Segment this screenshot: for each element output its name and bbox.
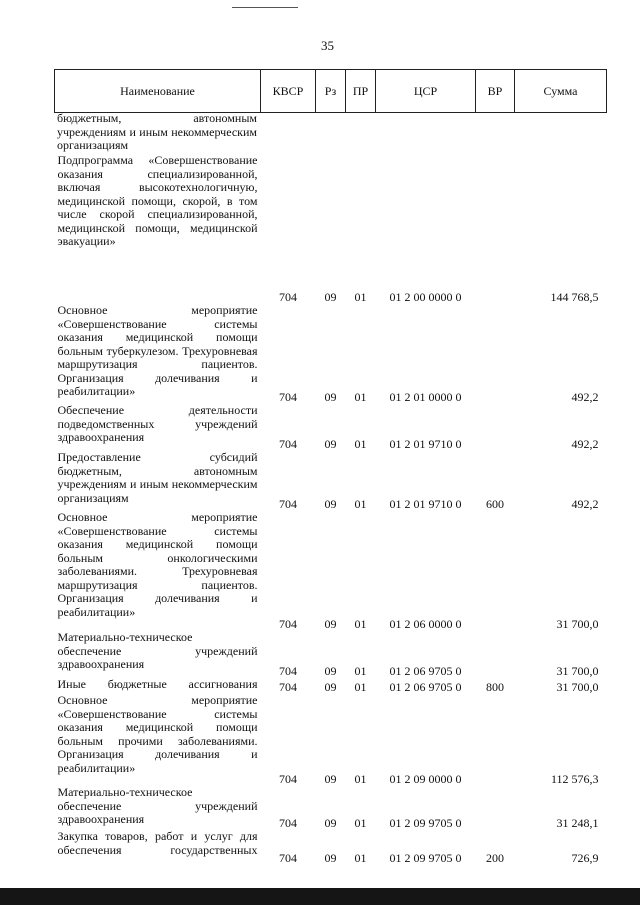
cell-csr: 01 2 06 0000 0 (389, 616, 462, 631)
cell-pr: 01 (354, 436, 367, 451)
table-row (55, 830, 607, 865)
cell-rz: 09 (324, 389, 337, 404)
cell-pr: 01 (354, 289, 367, 304)
cell-name: Основное мероприятие «Совершенствование системы оказания медицинской помощи больным прочими заболеваниями. Организация долечивания и реабилитации» (57, 693, 258, 775)
cell-rz: 09 (324, 815, 337, 830)
cell-sum: 112 576,3 (550, 771, 599, 786)
cell-sum: 31 700,0 (556, 616, 599, 631)
cell-sum: 492,2 (571, 496, 599, 511)
cell-pr: 01 (354, 616, 367, 631)
cell-kvsr: 704 (279, 679, 297, 694)
continuation-text: бюджетным, автономным учреждениям и иным некоммерческим организациям (57, 111, 257, 152)
cell-rz: 09 (324, 496, 337, 511)
cell-name: Закупка товаров, работ и услуг для обеспечения государственных (57, 829, 258, 857)
top-rule (232, 7, 298, 8)
table-row (55, 786, 607, 830)
header-pr: ПР (346, 70, 376, 113)
cell-rz: 09 (324, 679, 337, 694)
scan-bottom-edge (0, 888, 640, 905)
cell-pr: 01 (354, 663, 367, 678)
cell-csr: 01 2 01 9710 0 (389, 436, 462, 451)
table-row (55, 631, 607, 678)
cell-pr: 01 (354, 389, 367, 404)
cell-pr: 01 (354, 815, 367, 830)
cell-name: Материально-техническое обеспечение учреждений здравоохранения (57, 630, 258, 671)
table-row (55, 511, 607, 631)
table-body (55, 113, 607, 866)
cell-vr (476, 786, 515, 830)
cell-csr: 01 2 06 9705 0 (389, 663, 462, 678)
cell-csr: 01 2 06 9705 0 (389, 679, 462, 694)
cell-sum: 144 768,5 (550, 289, 599, 304)
cell-rz: 09 (324, 850, 337, 865)
cell-kvsr: 704 (279, 815, 297, 830)
cell-csr: 01 2 00 0000 0 (389, 289, 462, 304)
cell-vr (476, 304, 515, 404)
table-row (55, 404, 607, 451)
cell-rz: 09 (324, 616, 337, 631)
cell-sum: 31 700,0 (556, 663, 599, 678)
table-row (55, 304, 607, 404)
cell-pr: 01 (354, 771, 367, 786)
cell-csr: 01 2 09 9705 0 (389, 815, 462, 830)
cell-rz: 09 (324, 663, 337, 678)
cell-kvsr: 704 (279, 436, 297, 451)
cell-kvsr: 704 (279, 663, 297, 678)
cell-csr: 01 2 01 9710 0 (389, 496, 462, 511)
cell-kvsr: 704 (279, 616, 297, 631)
cell-kvsr: 704 (279, 289, 297, 304)
cell-kvsr: 704 (279, 771, 297, 786)
cell-rz: 09 (324, 436, 337, 451)
cell-vr (476, 631, 515, 678)
cell-pr: 01 (354, 679, 367, 694)
cell-name: Предоставление субсидий бюджетным, автономным учреждениям и иным некоммерческим организациям (57, 450, 258, 505)
cell-kvsr: 704 (279, 389, 297, 404)
cell-name: Основное мероприятие «Совершенствование системы оказания медицинской помощи больным туберкулезом. Трехуровневая маршрутизация пациентов. Организация долечивания и реабилитации» (57, 303, 258, 398)
cell-pr: 01 (354, 850, 367, 865)
table-row (55, 154, 607, 304)
header-sum: Сумма (515, 70, 607, 113)
cell-vr (476, 694, 515, 786)
cell-rz: 09 (324, 771, 337, 786)
header-vr: ВР (476, 70, 515, 113)
cell-vr (476, 154, 515, 304)
cell-name: Обеспечение деятельности подведомственных учреждений здравоохранения (57, 403, 258, 444)
cell-csr: 01 2 01 0000 0 (389, 389, 462, 404)
table-row (55, 694, 607, 786)
cell-vr (476, 404, 515, 451)
cell-kvsr: 704 (279, 496, 297, 511)
cell-name: Материально-техническое обеспечение учреждений здравоохранения (57, 785, 258, 826)
cell-csr: 01 2 09 9705 0 (389, 850, 462, 865)
header-csr: ЦСР (376, 70, 476, 113)
cell-sum: 31 700,0 (556, 679, 599, 694)
cell-name: Подпрограмма «Совершенствование оказания специализированной, включая высокотехнологичную, медицинской помощи, скорой, в том числе скорой специализированной, медицинской помощи, медицинской эвакуации» (57, 153, 258, 248)
cell-csr: 01 2 09 0000 0 (389, 771, 462, 786)
budget-table (54, 69, 606, 865)
header-name: Наименование (55, 70, 261, 113)
cell-name: Основное мероприятие «Совершенствование системы оказания медицинской помощи больным онкологическими заболеваниями. Трехуровневая маршрутизация пациентов. Организация долечивания и реабилитации» (57, 510, 258, 619)
cell-pr: 01 (354, 496, 367, 511)
cell-vr (476, 511, 515, 631)
table-row (55, 451, 607, 511)
cell-vr: 200 (486, 850, 504, 865)
header-kvsr: КВСР (261, 70, 316, 113)
cell-kvsr: 704 (279, 850, 297, 865)
table-header (55, 70, 607, 113)
cell-sum: 492,2 (571, 389, 599, 404)
cell-sum: 492,2 (571, 436, 599, 451)
cell-vr: 600 (486, 496, 504, 511)
page-number: 35 (321, 38, 334, 53)
cell-rz: 09 (324, 289, 337, 304)
cell-sum: 726,9 (571, 850, 599, 865)
cell-name: Иные бюджетные ассигнования (57, 677, 258, 691)
cell-sum: 31 248,1 (556, 815, 599, 830)
header-rz: Рз (316, 70, 346, 113)
table-row (55, 678, 607, 694)
cell-vr: 800 (486, 679, 504, 694)
